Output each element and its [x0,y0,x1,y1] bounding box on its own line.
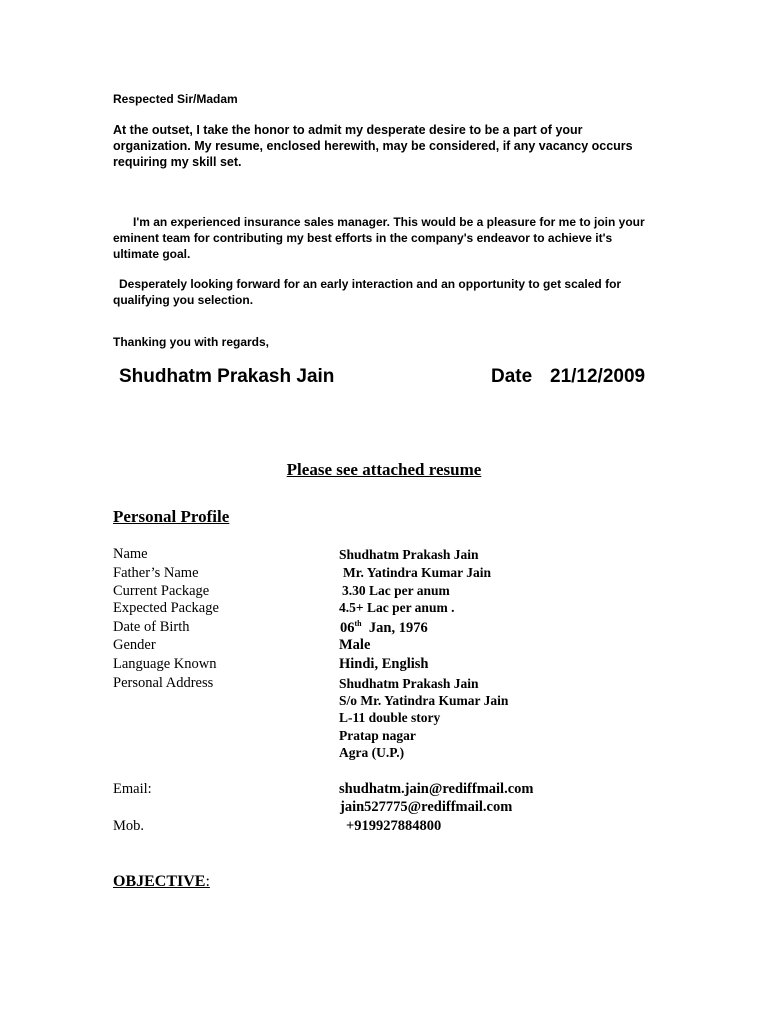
date-label: Date [491,366,533,387]
address-line: S/o Mr. Yatindra Kumar Jain [339,693,509,708]
dob-label: Date of Birth [113,619,190,635]
address-line: Pratap nagar [339,728,416,743]
closing-paragraph: Desperately looking forward for an early interaction and an opportunity to get scaled for qualifying you selection. [113,277,622,307]
dob-suffix: th [354,619,362,628]
regards-line: Thanking you with regards, [113,335,270,349]
email-secondary: jain527775@rediffmail.com [340,799,513,815]
signature-name: Shudhatm Prakash Jain [119,366,335,387]
current-package-label: Current Package [113,583,210,599]
father-name-label: Father’s Name [113,565,199,581]
name-label: Name [113,546,148,562]
language-label: Language Known [113,656,217,672]
date-value: 21/12/2009 [550,366,646,387]
objective-colon: : [205,873,210,890]
experience-paragraph: I'm an experienced insurance sales manager. This would be a pleasure for me to join your eminent team for contributing my best efforts in the company's endeavor to achieve it's ultimate goal. [113,215,645,261]
address-line: Agra (U.P.) [339,745,405,760]
dob-value [340,619,428,637]
gender-label: Gender [113,637,156,653]
address-line: L-11 double story [339,710,441,725]
email-primary: shudhatm.jain@rediffmail.com [339,781,534,797]
dob-rest: Jan, 1976 [368,620,428,636]
attached-resume-note: Please see attached resume [286,460,482,479]
language-value: Hindi, English [339,656,429,672]
expected-package-value: 4.5+ Lac per anum . [339,600,455,615]
mob-label: Mob. [113,818,145,834]
gender-value: Male [339,637,371,653]
objective-heading [113,873,210,891]
intro-paragraph: At the outset, I take the honor to admit my desperate desire to be a part of your organization. My resume, enclosed herewith, may be considered, if any vacancy occurs requiring my skill set. [113,123,633,169]
expected-package-label: Expected Package [113,600,219,616]
father-name-value: Mr. Yatindra Kumar Jain [343,565,492,580]
objective-text: OBJECTIVE [113,873,206,890]
current-package-value: 3.30 Lac per anum [342,583,450,598]
email-label: Email: [113,781,152,797]
mob-value: +919927884800 [346,818,442,834]
address-label: Personal Address [113,675,214,691]
personal-profile-heading: Personal Profile [113,507,230,526]
address-line: Shudhatm Prakash Jain [339,676,479,691]
salutation: Respected Sir/Madam [113,92,238,106]
dob-day: 06 [340,620,355,636]
name-value: Shudhatm Prakash Jain [339,547,479,562]
